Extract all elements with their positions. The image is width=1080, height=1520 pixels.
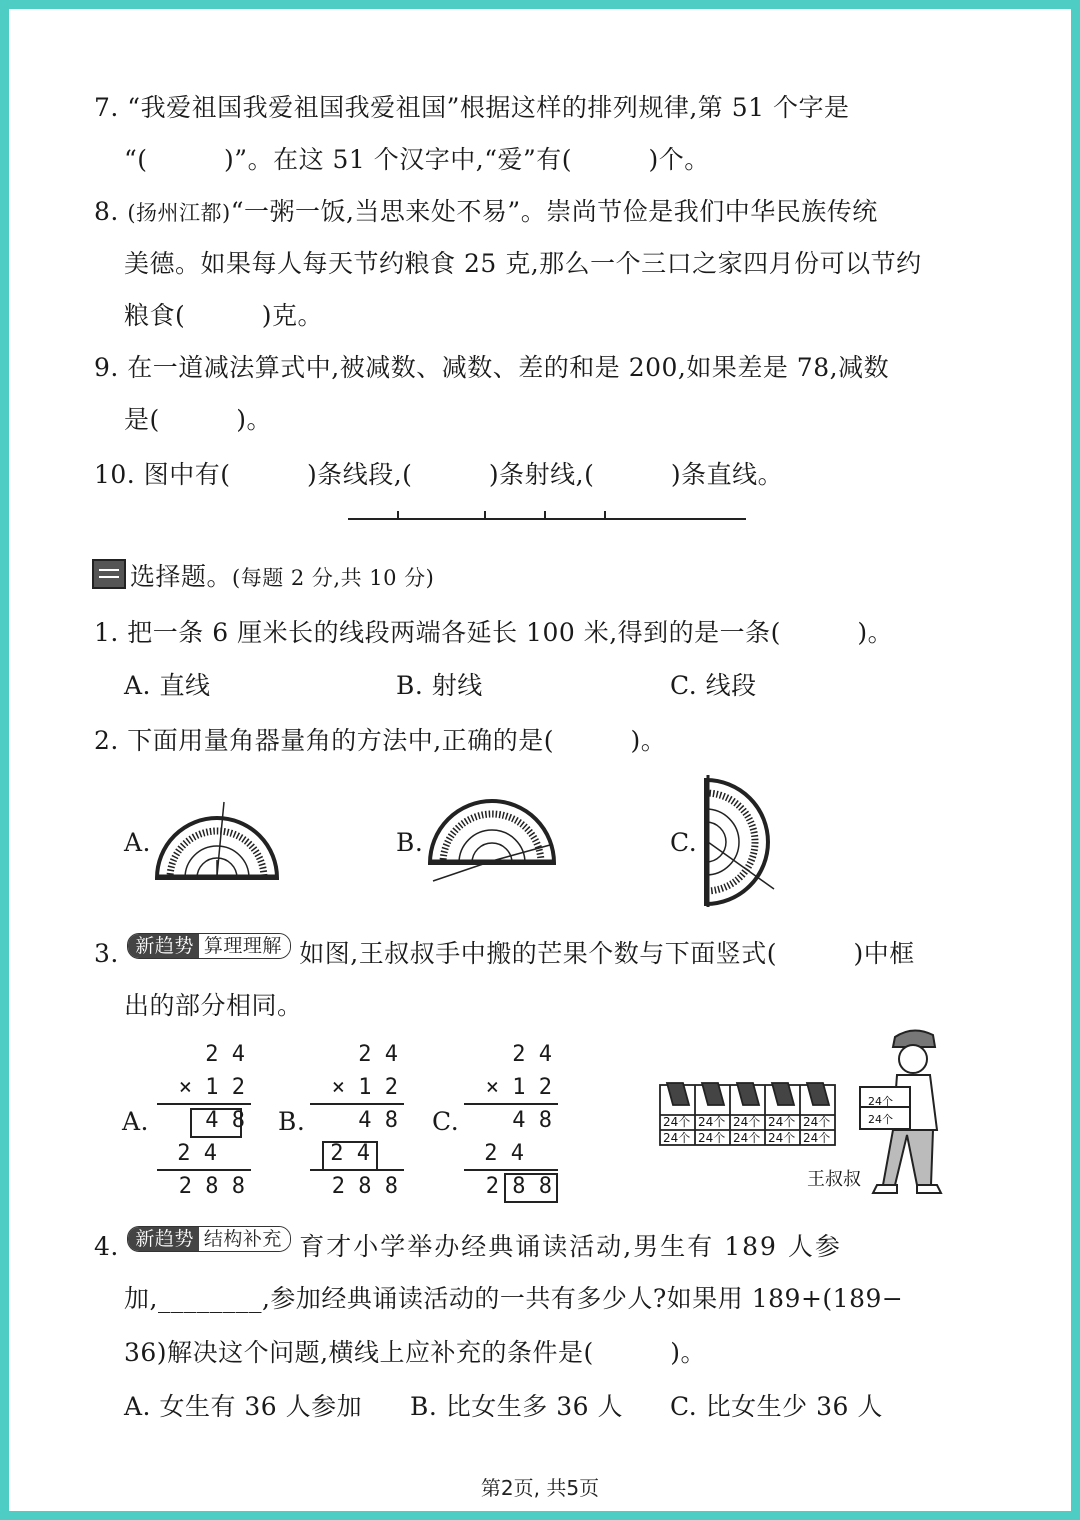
calc-b-multiplier: × 1 2 (331, 1075, 398, 1100)
q10-line1: 10. 图中有( )条线段,( )条射线,( )条直线。 (94, 460, 784, 489)
calc-b-partial1: 4 8 (358, 1108, 398, 1133)
protractor-a-icon (152, 800, 282, 885)
q8-line3: 粮食( )克。 (124, 301, 324, 330)
calc-b-rule2 (310, 1169, 404, 1171)
q7-line1: 7. “我爱祖国我爱祖国我爱祖国”根据这样的排列规律,第 51 个字是 (94, 93, 850, 122)
calc-a-rule1 (157, 1103, 251, 1105)
c1-option-b: B. 射线 (396, 671, 483, 700)
q8-source: (扬州江都) (127, 201, 231, 225)
c4-line2: 加,________,参加经典诵读活动的一共有多少人?如果用 189+(189− (124, 1284, 904, 1313)
box-label: 24个 (733, 1131, 761, 1145)
box-label: 24个 (803, 1115, 831, 1129)
box-label: 24个 (768, 1115, 796, 1129)
c4-tag-trend: 新趋势 (128, 1227, 199, 1251)
c1-option-a: A. 直线 (124, 671, 211, 700)
calc-a-partial2: 2 4 (177, 1141, 217, 1166)
c3-calc-a (155, 1040, 255, 1205)
calc-c-multiplicand: 2 4 (512, 1042, 552, 1067)
calc-a-partial1: 4 8 (205, 1108, 245, 1133)
calc-c-multiplier: × 1 2 (485, 1075, 552, 1100)
section2-heading (92, 557, 434, 593)
calc-b-rule1 (310, 1103, 404, 1105)
calc-b-multiplicand: 2 4 (358, 1042, 398, 1067)
section2-note: (每题 2 分,共 10 分) (232, 566, 435, 590)
c1-stem: 1. 把一条 6 厘米长的线段两端各延长 100 米,得到的是一条( )。 (94, 618, 894, 647)
calc-c-rule1 (464, 1103, 558, 1105)
c2-stem: 2. 下面用量角器量角的方法中,正确的是( )。 (94, 726, 667, 755)
calc-a-multiplier: × 1 2 (178, 1075, 245, 1100)
c1-option-c: C. 线段 (670, 671, 757, 700)
c3-tag-type: 算理理解 (199, 934, 290, 958)
c3-line1 (94, 933, 915, 970)
section-two-icon (92, 559, 126, 589)
box-label: 24个 (663, 1115, 691, 1129)
c4-option-b: B. 比女生多 36 人 (410, 1392, 623, 1421)
c3-number: 3. (94, 939, 119, 968)
c2-label-c: C. (670, 828, 698, 857)
calc-a-multiplicand: 2 4 (205, 1042, 245, 1067)
calc-c-partial2: 2 4 (484, 1141, 524, 1166)
protractor-b-icon (425, 795, 560, 885)
c3-label-a: A. (122, 1107, 150, 1136)
page-footer: 第2页, 共5页 (480, 1476, 600, 1500)
c4-number: 4. (94, 1232, 119, 1261)
c4-line1 (94, 1226, 842, 1263)
box-label: 24个 (698, 1115, 726, 1129)
box-label: 24个 (663, 1131, 691, 1145)
calc-a-result: 2 8 8 (178, 1174, 245, 1199)
c3-line2: 出的部分相同。 (124, 991, 303, 1020)
calc-c-result: 2 8 8 (485, 1174, 552, 1199)
c3-line1-text: 如图,王叔叔手中搬的芒果个数与下面竖式( )中框 (299, 939, 915, 968)
worker-box-label: 24个 (868, 1113, 893, 1126)
worker-box-label: 24个 (868, 1095, 893, 1108)
c3-label-b: B. (278, 1107, 306, 1136)
worker-name-label: 王叔叔 (807, 1169, 861, 1190)
q9-line2: 是( )。 (124, 405, 273, 434)
calc-b-result: 2 8 8 (331, 1174, 398, 1199)
calc-a-rule2 (157, 1169, 251, 1171)
calc-b-partial2: 2 4 (330, 1141, 370, 1166)
c4-option-c: C. 比女生少 36 人 (670, 1392, 883, 1421)
c3-calc-b (308, 1040, 408, 1205)
protractor-c-icon (698, 775, 783, 910)
box-label: 24个 (733, 1115, 761, 1129)
c3-tag-trend: 新趋势 (128, 934, 199, 958)
c4-line3: 36)解决这个问题,横线上应补充的条件是( )。 (124, 1338, 707, 1367)
mango-boxes-illustration (655, 1025, 965, 1200)
box-label: 24个 (698, 1131, 726, 1145)
calc-c-rule2 (464, 1169, 558, 1171)
calc-c-partial1: 4 8 (512, 1108, 552, 1133)
c4-line1-text: 育才小学举办经典诵读活动,男生有 189 人参 (299, 1232, 842, 1261)
c2-label-a: A. (124, 828, 152, 857)
c4-option-a: A. 女生有 36 人参加 (124, 1392, 363, 1421)
box-label: 24个 (803, 1131, 831, 1145)
q8-line1-text: “一粥一饭,当思来处不易”。崇尚节俭是我们中华民族传统 (230, 197, 878, 226)
c4-tag (127, 1226, 291, 1252)
q9-line1: 9. 在一道减法算式中,被减数、减数、差的和是 200,如果差是 78,减数 (94, 353, 890, 382)
worker-figure (860, 1030, 941, 1193)
c4-tag-type: 结构补充 (199, 1227, 290, 1251)
c3-label-c: C. (432, 1107, 460, 1136)
c3-calc-c (462, 1040, 562, 1205)
box-label: 24个 (768, 1131, 796, 1145)
q7-line2: “( )”。在这 51 个汉字中,“爱”有( )个。 (124, 145, 710, 174)
c2-label-b: B. (396, 828, 424, 857)
section2-title: 选择题。 (130, 562, 233, 591)
q8-number: 8. (94, 197, 119, 226)
q8-line2: 美德。如果每人每天节约粮食 25 克,那么一个三口之家四月份可以节约 (124, 249, 922, 278)
q8-line1 (94, 192, 878, 228)
c3-tag (127, 933, 291, 959)
q10-line-figure (340, 505, 760, 529)
